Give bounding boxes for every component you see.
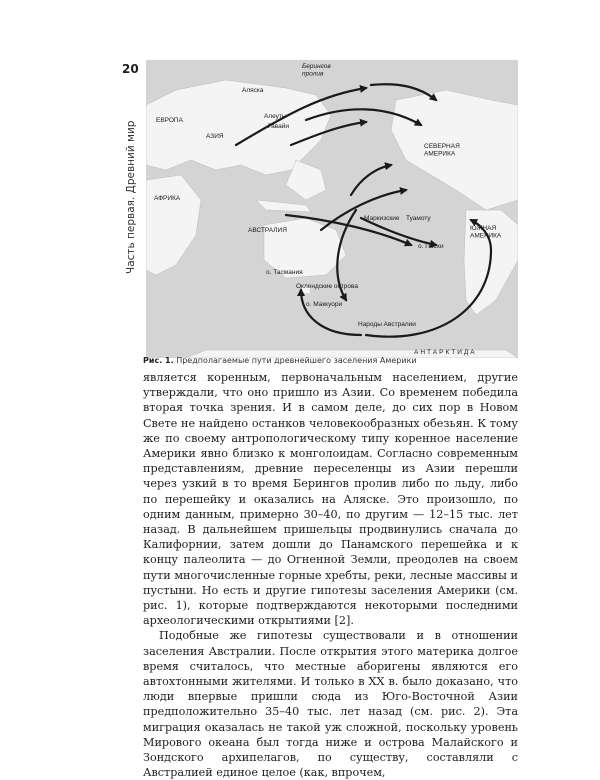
paragraph-1: является коренным, первоначальным населением, другие утверждали, что оно пришло из Азии. Со временем победила вторая точка зрения. И в самом деле, до сих пор в Новом Свете не найдено останков человекообразных обезьян. К тому же по своему антропологическому типу коренное население Америки явно близко к монголоидам. Согласно современным представлениям, древние переселенцы из Азии перешли через узкий в то время Берингов пролив либо по льду, либо по перешейку и оказались на Аляске. Это произошло, по одним данным, примерно 30–40, по другим — 12–15 тыс. лет назад. В дальнейшем пришельцы продвинулись сначала до Калифорнии, затем дошли до Панамского перешейка и к концу палеолита — до Огненной Земли, преодолев на своем пути многочисленные горные хребты, реки, лесные массивы и пустыни. Но есть и другие гипотезы заселения Америки (см. рис. 1), которые подтверждаются некоторыми последними археологическими открытиями [2]. <box>143 371 518 628</box>
map-label-marquesas: Маркизские <box>364 215 400 222</box>
map-label-bering: Берингов пролив <box>302 63 331 78</box>
map-label-australia: АВСТРАЛИЯ <box>248 227 287 234</box>
figure-caption <box>143 356 523 365</box>
map-label-hawaii: Гавайи <box>268 123 290 130</box>
map-label-auckland: Оклендские острова <box>296 283 358 290</box>
map-label-tasmania: о. Тасмания <box>266 269 303 276</box>
body-text <box>143 370 518 780</box>
map-label-africa: АФРИКА <box>154 195 181 202</box>
map-label-antarctica: АНТАРКТИДА <box>414 349 477 356</box>
page-number: 20 <box>122 62 139 76</box>
map-label-macquarie: о. Маккуори <box>306 301 343 308</box>
map-label-tuamotu: Туамоту <box>406 215 431 222</box>
running-head: Часть первая. Древний мир <box>125 120 137 274</box>
settlement-map <box>146 60 518 358</box>
map-label-aleutians: Алеуты <box>264 113 287 120</box>
map-label-vostok: Народы Австралии <box>358 321 416 328</box>
map-label-asia: АЗИЯ <box>206 133 224 140</box>
map-label-easter: о. Пасхи <box>418 243 444 250</box>
map-label-south-america: ЮЖНАЯ АМЕРИКА <box>470 225 502 240</box>
caption-label: Рис. 1. <box>143 356 174 365</box>
caption-text: Предполагаемые пути древнейшего заселения Америки <box>176 356 417 365</box>
map-label-europe: ЕВРОПА <box>156 117 183 124</box>
paragraph-2: Подобные же гипотезы существовали и в отношении заселения Австралии. После открытия этого материка долгое время считалось, что местные аборигены являются его автохтонными жителями. И только в XX в. было доказано, что люди впервые пришли сюда из Юго-Восточной Азии предположительно 35–40 тыс. лет назад (см. рис. 2). Эта миграция оказалась не такой уж сложной, поскольку уровень Мирового океана был тогда ниже и острова Малайского и Зондского архипелагов, по существу, составляли с Австралией единое целое (как, впрочем, <box>143 629 518 780</box>
map-label-north-america: СЕВЕРНАЯ АМЕРИКА <box>424 143 460 158</box>
map-label-alaska: Аляска <box>242 87 264 94</box>
